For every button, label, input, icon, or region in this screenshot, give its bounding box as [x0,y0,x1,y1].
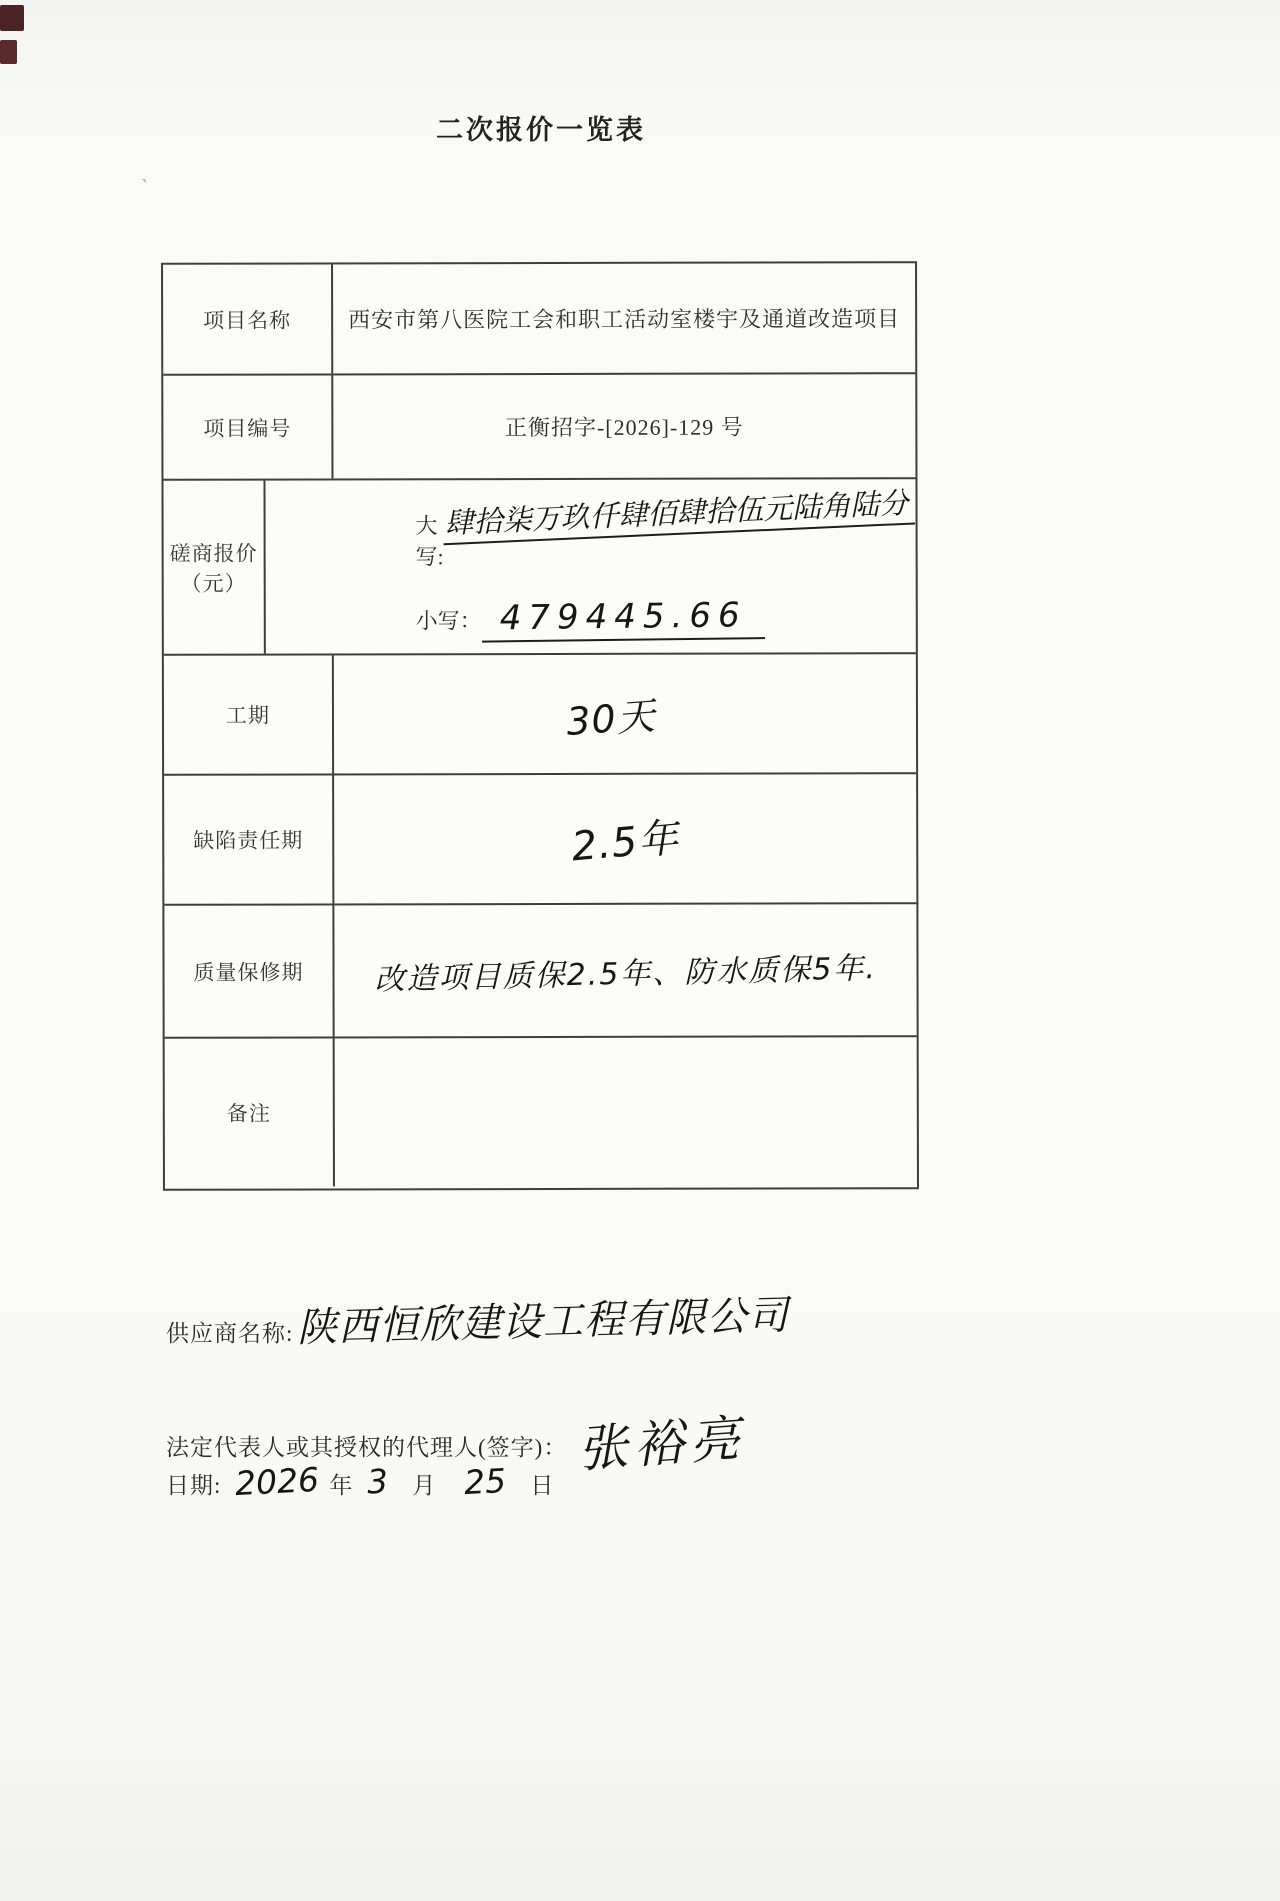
quotation-value-cell [265,479,915,653]
supplier-label: 供应商名称: [166,1321,294,1346]
quotation-table [161,261,919,1191]
scan-speck: ˋ [138,175,149,199]
table-row-remarks [165,1037,917,1187]
representative-line [166,1398,748,1479]
row-value-handwritten [334,654,916,773]
row-label: 备注 [165,1038,335,1186]
capital-amount-handwritten: 肆拾柒万玖仟肆佰肆拾伍元陆角陆分 [442,485,915,545]
capital-amount-label: 大写: [415,513,444,570]
row-value-handwritten [334,774,916,903]
table-row-duration [164,654,916,776]
table-row-project-name [163,263,915,376]
date-day-unit: 日 [530,1473,555,1498]
table-row-warranty [164,904,916,1039]
representative-signature-handwritten: 张裕亮 [576,1409,748,1479]
row-label: 项目名称 [163,264,333,373]
row-label: 质量保修期 [164,905,334,1036]
date-year-unit: 年 [329,1473,354,1498]
numeric-amount-label: 小写： [415,608,482,634]
row-value: 西安市第八医院工会和职工活动室楼宇及通道改造项目 [348,306,901,333]
page-title: 二次报价一览表 [436,115,646,145]
row-label: 磋商报价（元） [163,481,265,654]
date-month-unit: 月 [412,1473,437,1498]
supplier-name-handwritten: 陕西恒欣建设工程有限公司 [296,1292,790,1352]
date-line [166,1459,568,1504]
date-month-handwritten: 3 [366,1461,390,1502]
quotation-numeric-line [416,596,916,641]
row-value: 正衡招字-[2026]-129 号 [504,414,744,441]
date-year-handwritten: 2026 [234,1459,321,1504]
representative-label: 法定代表人或其授权的代理人(签字)： [166,1435,568,1460]
table-row-project-number [163,374,915,481]
date-label: 日期: [166,1473,222,1498]
duration-handwritten: 30天 [565,693,658,744]
scan-artifact-blob [0,5,24,31]
warranty-handwritten: 改造项目质保2.5年、防水质保5年. [374,950,878,998]
row-value-handwritten [334,904,916,1036]
date-day-handwritten: 25 [463,1460,508,1503]
row-label: 缺陷责任期 [164,775,334,903]
table-row-defect-liability [164,774,916,906]
quotation-capital-line [415,485,915,571]
numeric-amount-handwritten: 479445.66 [481,595,765,643]
row-label: 工期 [164,655,334,773]
row-label: 项目编号 [163,375,333,478]
table-row-quotation [163,479,915,656]
row-value-empty [335,1037,917,1186]
defect-liability-handwritten: 2.5年 [569,814,682,871]
scan-artifact-blob [0,40,17,64]
supplier-line [166,1292,790,1353]
